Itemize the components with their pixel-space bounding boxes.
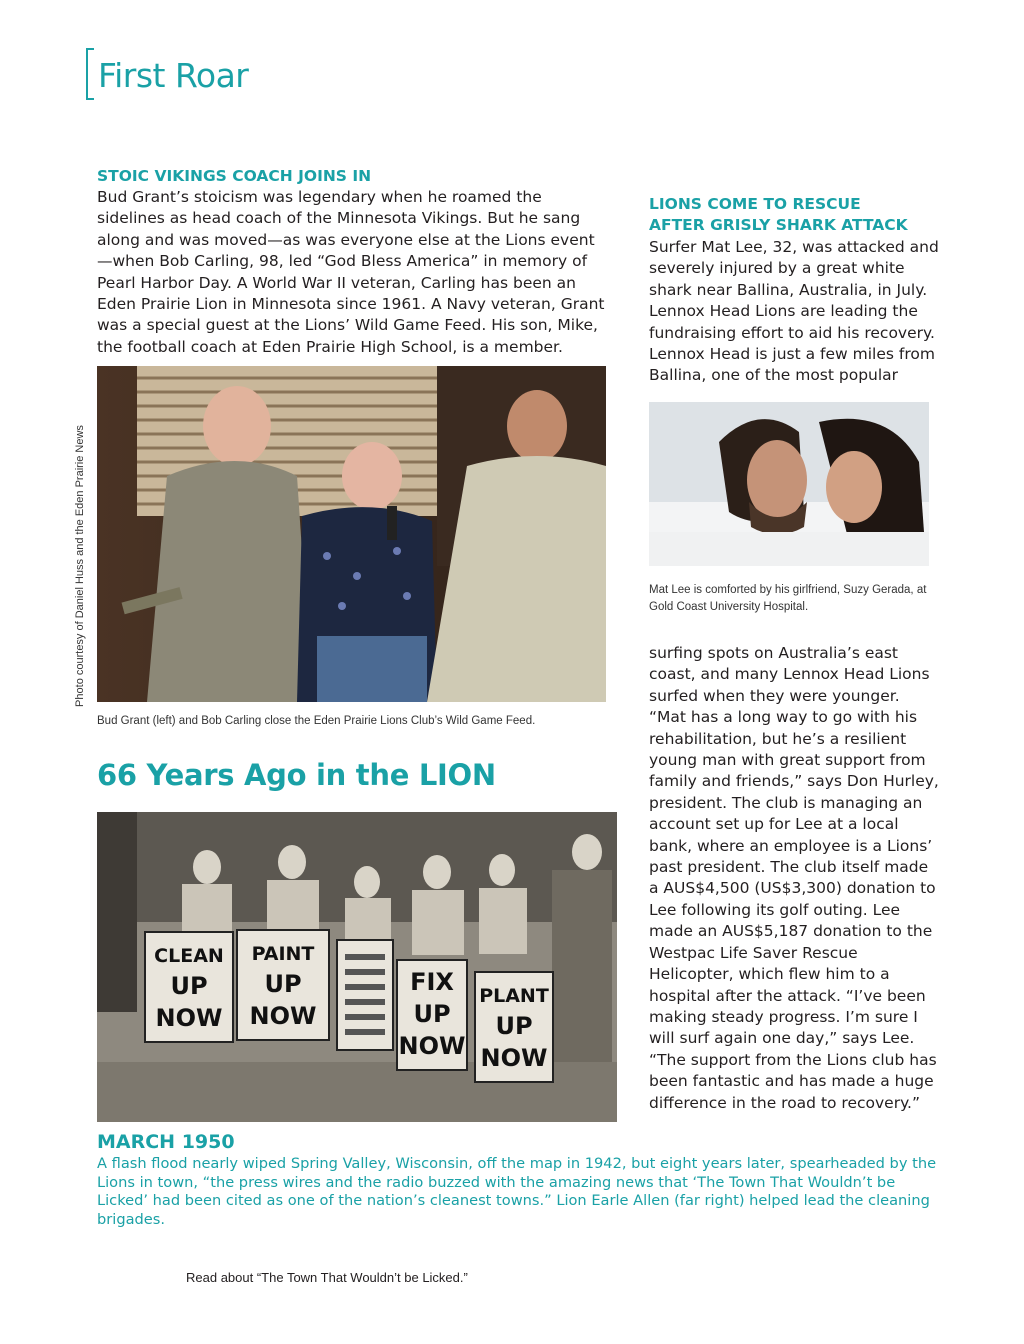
read-more-link[interactable]: Read about “The Town That Wouldn’t be Licked.” bbox=[186, 1270, 468, 1285]
protest-sign-text: NOW bbox=[249, 1002, 317, 1030]
shark-headline-line1: LIONS COME TO RESCUE bbox=[649, 195, 861, 213]
photo-credit: Photo courtesy of Daniel Huss and the Eden Prairie News bbox=[74, 425, 86, 707]
protest-sign bbox=[337, 940, 393, 1050]
history-title: 66 Years Ago in the LION bbox=[97, 758, 496, 792]
protest-sign-text: NOW bbox=[398, 1032, 466, 1060]
section-title: First Roar bbox=[98, 56, 249, 95]
protest-sign-text: PLANT bbox=[479, 985, 549, 1007]
march-1950-body: A flash flood nearly wiped Spring Valley, Wisconsin, off the map in 1942, but eight years later, spearheaded by the Lions in town, “the press wires and the radio buzzed with the amazing news that ‘The Town That Wouldn’t be Licked’ had been cited as one of the nation’s cleanest towns.” Lion Earle Allen (far right) helped lead the cleaning brigades. bbox=[97, 1155, 937, 1228]
vikings-body: Bud Grant’s stoicism was legendary when he roamed the sidelines as head coach of the Minnesota Vikings. But he sang along and was moved—as was everyone else at the Lions event—when Bob Carling, 98, led “God Bless America” in memory of Pearl Harbor Day. A World War II veteran, Carling has been an Eden Prairie Lion in Minnesota since 1961. A Navy veteran, Grant was a special guest at the Lions’ Wild Game Feed. His son, Mike, the football coach at Eden Prairie High School, is a member. bbox=[97, 188, 605, 356]
protest-sign bbox=[145, 932, 233, 1042]
protest-sign-text: UP bbox=[264, 970, 302, 998]
protest-sign-text: FIX bbox=[410, 968, 454, 996]
grant-photo-caption: Bud Grant (left) and Bob Carling close the Eden Prairie Lions Club’s Wild Game Feed. bbox=[97, 715, 536, 727]
cleanup-1950-photo bbox=[97, 812, 617, 1122]
section-bracket bbox=[86, 48, 94, 100]
lee-photo-caption: Mat Lee is comforted by his girlfriend, Suzy Gerada, at Gold Coast University Hospital. bbox=[649, 584, 927, 613]
shark-headline bbox=[649, 194, 949, 236]
grant-carling-photo bbox=[97, 366, 606, 702]
protest-sign-text: NOW bbox=[155, 1004, 223, 1032]
mat-lee-illustration bbox=[649, 402, 929, 566]
vikings-headline: STOIC VIKINGS COACH JOINS IN bbox=[97, 167, 372, 185]
mat-lee-photo bbox=[649, 402, 929, 566]
protest-sign bbox=[237, 930, 329, 1040]
protest-sign-text: PAINT bbox=[251, 943, 315, 965]
grant-carling-illustration bbox=[97, 366, 606, 702]
protest-sign-text: NOW bbox=[480, 1044, 548, 1072]
protest-sign-text: UP bbox=[170, 972, 208, 1000]
protest-sign-text: UP bbox=[495, 1012, 533, 1040]
protest-sign-text: CLEAN bbox=[154, 945, 224, 967]
shark-body-part1: Surfer Mat Lee, 32, was attacked and severely injured by a great white shark near Ballina, Australia, in July. Lennox Head Lions are leading the fundraising effort to aid his recovery. Lennox Head is just a few miles from Ballina, one of the most popular bbox=[649, 238, 939, 385]
protest-sign bbox=[475, 972, 553, 1082]
march-1950-headline: MARCH 1950 bbox=[97, 1131, 235, 1153]
shark-headline-line2: AFTER GRISLY SHARK ATTACK bbox=[649, 216, 908, 234]
protest-sign bbox=[397, 960, 467, 1070]
cleanup-1950-illustration bbox=[97, 812, 617, 1122]
protest-sign-text: UP bbox=[413, 1000, 451, 1028]
shark-body-part2: surfing spots on Australia’s east coast, and many Lennox Head Lions surfed when they were younger. “Mat has a long way to go with his rehabilitation, but he’s a resilient young man with great support from family and friends,” says Don Hurley, president. The club is managing an account set up for Lee at a local bank, where an employee is a Lions’ past president. The club itself made a AUS$4,500 (US$3,300) donation to Lee following its golf outing. Lee made an AUS$5,187 donation to the Westpac Life Saver Rescue Helicopter, which flew him to a hospital after the attack. “I’ve been making steady progress. I’m sure I will surf again one day,” says Lee. “The support from the Lions club has been fantastic and has made a huge difference in the road to recovery.” bbox=[649, 644, 939, 1112]
